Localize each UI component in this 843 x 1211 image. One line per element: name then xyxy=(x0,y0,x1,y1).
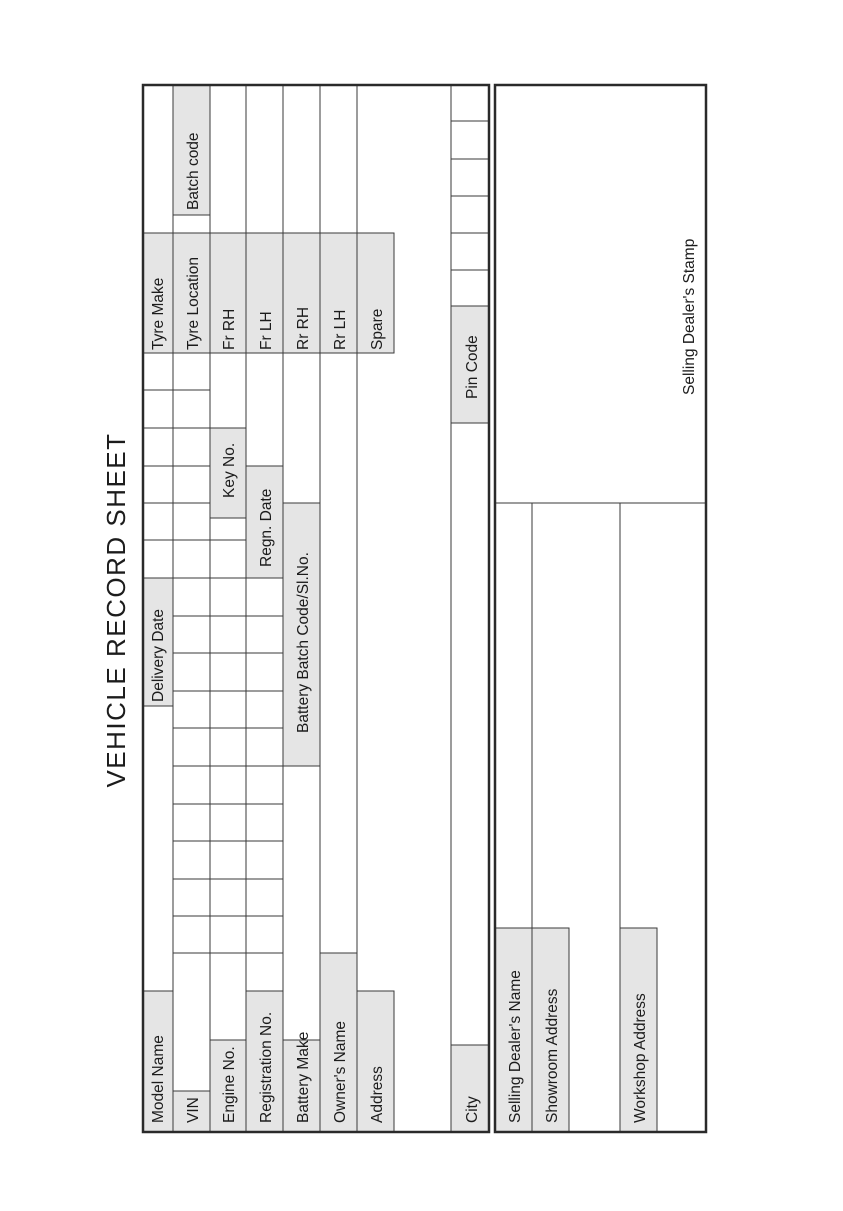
pin-code-label: Pin Code xyxy=(464,335,481,399)
workshop-address-label: Workshop Address xyxy=(632,993,649,1123)
address-label: Address xyxy=(369,1066,386,1123)
tyre-position-fr-rh: Fr RH xyxy=(221,308,238,350)
vin-label: VIN xyxy=(185,1097,202,1123)
city-label: City xyxy=(464,1096,481,1123)
model-name-label: Model Name xyxy=(150,1035,167,1123)
tyre-make-label: Tyre Make xyxy=(150,277,167,350)
tyre-position-fr-lh: Fr LH xyxy=(258,311,275,350)
engine-no-label: Engine No. xyxy=(221,1046,238,1123)
sheet-title: VEHICLE RECORD SHEET xyxy=(101,432,131,788)
vehicle-info-panel xyxy=(143,85,489,1132)
selling-dealer-stamp-label: Selling Dealer's Stamp xyxy=(681,238,698,395)
showroom-address-label: Showroom Address xyxy=(544,988,561,1123)
regn-date-label: Regn. Date xyxy=(258,488,275,567)
delivery-date-label: Delivery Date xyxy=(150,608,167,702)
selling-dealer-name-label: Selling Dealer's Name xyxy=(507,970,524,1123)
tyre-position-spare: Spare xyxy=(369,308,386,350)
tyre-position-rr-lh: Rr LH xyxy=(332,309,349,350)
tyre-position-rr-rh: Rr RH xyxy=(295,306,312,350)
battery-batch-label: Battery Batch Code/Sl.No. xyxy=(295,552,312,733)
batch-code-label: Batch code xyxy=(185,132,202,210)
dealer-info-panel xyxy=(495,85,706,1132)
key-no-label: Key No. xyxy=(221,442,238,498)
tyre-location-label: Tyre Location xyxy=(185,256,202,350)
owners-name-label: Owner's Name xyxy=(332,1020,349,1123)
battery-make-label: Battery Make xyxy=(295,1031,312,1123)
registration-no-label: Registration No. xyxy=(258,1011,275,1123)
